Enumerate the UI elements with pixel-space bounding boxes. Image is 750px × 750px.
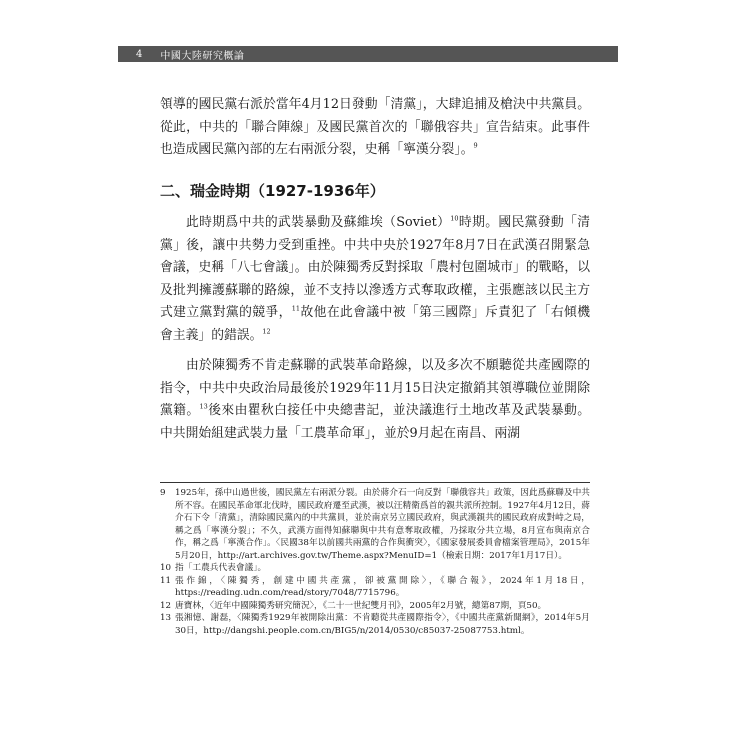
intro-paragraph [160,94,590,162]
main-body-block [160,212,590,445]
footnotes-section [160,487,590,637]
footnote-text: 1925年，孫中山過世後，國民黨左右兩派分裂。由於蔣介石一向反對「聯俄容共」政策，因此爲蘇聯及中共所不容。在國民革命軍北伐時，國民政府遷至武漢，被以汪精衛爲首的親共派所控制。1927年4月12日，蔣介石下令「清黨」，清除國民黨內的中共黨員，並於南京另立國民政府，與武漢親共的國民政府成對峙之局，稱之爲「寧漢分裂」；不久，武漢方面得知蘇聯與中共有意奪取政權，乃採取分共立場，8月宣布與南京合作，稱之爲「寧漢合作」。〈民國38年以前國共兩黨的合作與衝突〉，《國家發展委員會檔案管理局》，2015年5月20日，http://art.archives.gov.tw/Theme.aspx?MenuID=1（檢索日期：2017年1月17日）。 [175,488,590,561]
footnote-text: 張作錦，〈陳獨秀，創建中國共產黨，卻被黨開除〉，《聯合報》，2024年1月18日，https://reading.udn.com/read/story/7048/7715796。 [175,575,590,598]
paragraph-chen-duxiu [160,355,590,445]
intro-paragraph-block [160,94,590,162]
footnote-number: 13 [160,613,172,623]
paragraph-text-segment: 由於陳獨秀不肯走蘇聯的武裝革命路線，以及多次不願聽從共產國際的指令，中共中央政治局最後於1929年11月15日決定撤銷其領導職位並開除黨籍。 [160,358,590,418]
footnote-item [160,562,590,575]
footnote-ref-9: 9 [473,141,478,150]
paragraph-text-segment: 此時期爲中共的武裝暴動及蘇維埃（Soviet） [186,215,451,230]
running-header [118,46,618,62]
footnote-ref-10: 10 [450,214,459,223]
page-number: 4 [136,48,143,60]
footnote-ref-11: 11 [291,304,301,313]
footnote-item [160,575,590,600]
footnote-text: 指「工農兵代表會議」。 [175,563,267,573]
footnote-number: 12 [160,600,172,611]
footnote-number: 10 [160,563,172,573]
intro-paragraph-text: 領導的國民黨右派於當年4月12日發動「清黨」，大肆追捕及槍決中共黨員。從此，中共的「聯合陣線」及國民黨首次的「聯俄容共」宣告結束。此事件也造成國民黨內部的左右兩派分裂，史稱「寧漢分裂」。 [160,97,590,157]
footnote-item [160,612,590,637]
paragraph-ruijin-period [160,212,590,347]
footnote-divider [160,482,590,483]
footnote-number: 11 [160,575,172,586]
book-title: 中國大陸研究概論 [160,50,245,62]
footnote-item [160,600,590,613]
paragraph-text-segment: 時期。國民黨發動「清黨」後，讓中共勢力受到重挫。中共中央於1927年8月7日在武漢召開緊急會議，史稱「八七會議」。由於陳獨秀反對採取「農村包圍城市」的戰略，以及批判擁護蘇聯的路線，並不支持以滲透方式奪取政權，主張應該以民主方式建立黨對黨的競爭， [160,215,591,320]
footnote-ref-12: 12 [262,327,271,336]
footnote-text: 唐寶林，〈近年中國陳獨秀研究簡況〉，《二十一世紀雙月刊》，2005年2月號，總第87期，頁50。 [175,600,547,611]
footnote-number: 9 [160,488,166,498]
section-heading: 二、瑞金時期（1927-1936年） [160,182,385,200]
paragraph-text-segment: 後來由瞿秋白接任中央總書記，並決議進行土地改革及武裝暴動。中共開始組建武裝力量「工農革命軍」，並於9月起在南昌、兩湖 [160,403,591,441]
footnote-ref-13: 13 [199,402,208,411]
footnote-item [160,487,590,562]
paragraph-text-segment: 故他在此會議中被「第三國際」斥責犯了「右傾機會主義」的錯誤。 [160,305,591,343]
footnote-text: 張湘憶、謝磊，〈陳獨秀1929年被開除出黨：不肯聽從共產國際指令〉，《中國共產黨新聞網》，2014年5月30日，http://dangshi.people.com.cn/BIG5/n/2014/0530/c85037-25087753.html。 [175,613,590,636]
